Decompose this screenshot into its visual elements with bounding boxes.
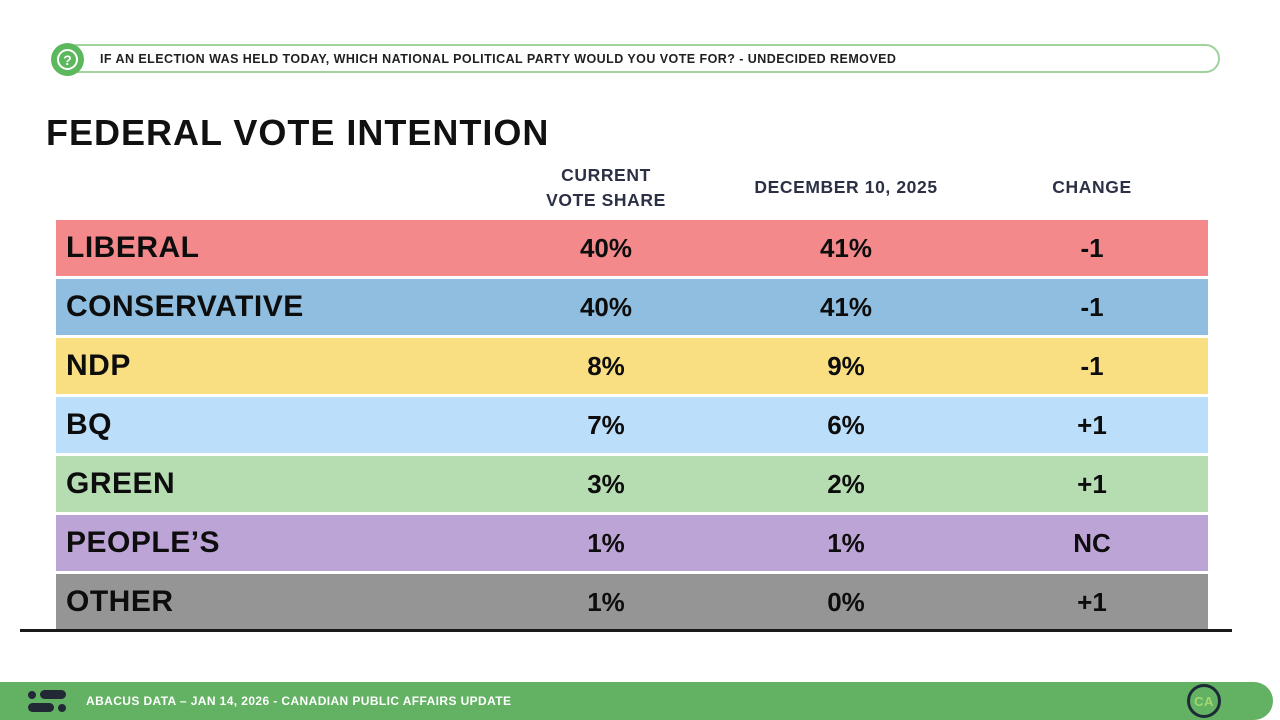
table-row bbox=[56, 220, 1208, 276]
footer-source-text: ABACUS DATA – JAN 14, 2026 - CANADIAN PUBLIC AFFAIRS UPDATE bbox=[86, 694, 512, 708]
table-row bbox=[56, 515, 1208, 571]
previous-vote-share-cell: 41% bbox=[819, 232, 873, 263]
question-mark-icon: ? bbox=[51, 43, 84, 76]
table-row bbox=[56, 338, 1208, 394]
previous-vote-share-cell: 41% bbox=[819, 291, 873, 322]
party-name-cell: CONSERVATIVE bbox=[66, 290, 304, 323]
current-vote-share-cell: 1% bbox=[587, 586, 625, 617]
abacus-data-logo-icon bbox=[28, 690, 66, 712]
previous-vote-share-cell: 2% bbox=[827, 468, 865, 499]
change-cell: +1 bbox=[1077, 409, 1107, 440]
column-header-change: CHANGE bbox=[1052, 177, 1132, 198]
vote-intention-table bbox=[56, 220, 1208, 630]
table-row bbox=[56, 456, 1208, 512]
table-row bbox=[56, 397, 1208, 453]
party-name-cell: PEOPLE’S bbox=[66, 526, 221, 559]
previous-vote-share-cell: 0% bbox=[827, 586, 865, 617]
table-bottom-rule bbox=[20, 629, 1232, 632]
question-banner bbox=[64, 44, 1220, 73]
footer-bar bbox=[0, 682, 1273, 720]
current-vote-share-cell: 8% bbox=[587, 350, 625, 381]
current-vote-share-cell: 3% bbox=[587, 468, 625, 499]
survey-question-text: IF AN ELECTION WAS HELD TODAY, WHICH NATIONAL POLITICAL PARTY WOULD YOU VOTE FOR? - UNDECIDED REMOVED bbox=[100, 51, 897, 66]
change-cell: -1 bbox=[1080, 291, 1104, 322]
current-vote-share-cell: 40% bbox=[579, 232, 633, 263]
change-cell: -1 bbox=[1080, 350, 1104, 381]
party-name-cell: GREEN bbox=[66, 467, 176, 500]
current-vote-share-cell: 7% bbox=[587, 409, 625, 440]
column-header-december-10-2025: DECEMBER 10, 2025 bbox=[754, 177, 938, 198]
column-header-current-vote-share: CURRENT VOTE SHARE bbox=[546, 164, 666, 210]
change-cell: +1 bbox=[1077, 586, 1107, 617]
current-vote-share-cell: 1% bbox=[587, 527, 625, 558]
previous-vote-share-cell: 1% bbox=[827, 527, 865, 558]
ca-badge: CA bbox=[1187, 684, 1221, 718]
previous-vote-share-cell: 6% bbox=[827, 409, 865, 440]
previous-vote-share-cell: 9% bbox=[827, 350, 865, 381]
change-cell: NC bbox=[1073, 527, 1111, 558]
table-row bbox=[56, 574, 1208, 630]
table-header-row bbox=[56, 160, 1208, 216]
page-title: FEDERAL VOTE INTENTION bbox=[46, 112, 550, 153]
change-cell: +1 bbox=[1077, 468, 1107, 499]
party-name-cell: LIBERAL bbox=[66, 231, 200, 264]
current-vote-share-cell: 40% bbox=[579, 291, 633, 322]
table-row bbox=[56, 279, 1208, 335]
party-name-cell: BQ bbox=[66, 408, 112, 441]
party-name-cell: OTHER bbox=[66, 585, 174, 618]
party-name-cell: NDP bbox=[66, 349, 131, 382]
change-cell: -1 bbox=[1080, 232, 1104, 263]
